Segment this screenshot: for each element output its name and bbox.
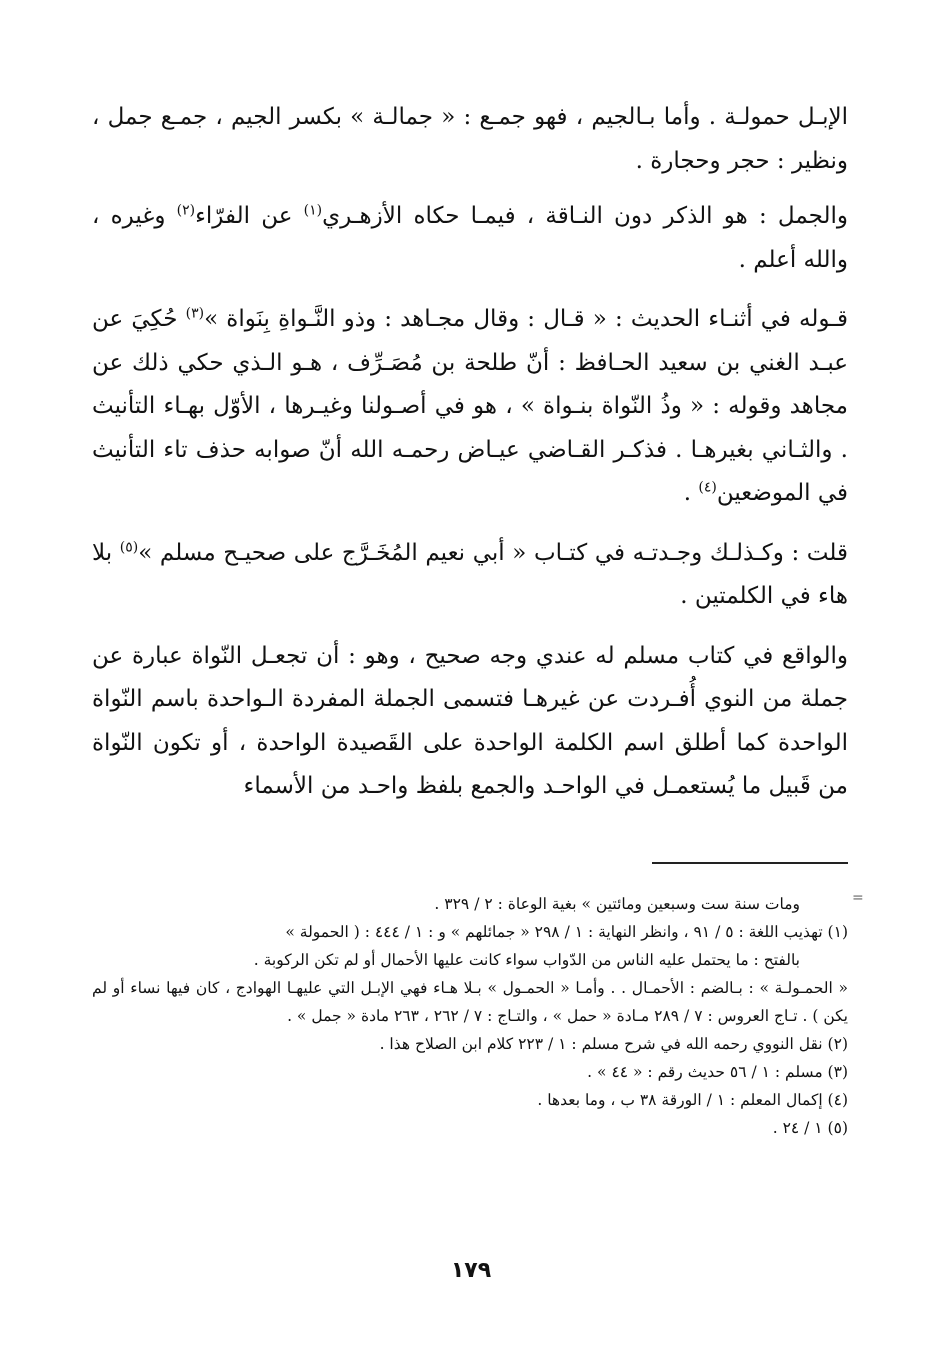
continuation-mark: =: [852, 890, 864, 906]
footnote-divider: [652, 862, 848, 864]
paragraph-4-text-a: قلت : وكـذلـك وجـدتـه في كتـاب « أبي نعيم المُخَـرَّج على صحيـح مسلم »: [138, 539, 849, 566]
paragraph-5-text: والواقع في كتاب مسلم له عندي وجه صحيح ، وهو : أن تجعـل النّواة عبارة عن جملة من النوي أُفـردت عن غيرهـا فتسمى الجملة المفردة الـواحدة باسم النّواة الواحدة كما أطلق اسم الكلمة الواحدة على القَصيدة الواحدة ، أو تكون النّواة من قَبيل ما يُستعمـل في الواحـد والجمع بلفظ واحـد من الأسماء: [92, 642, 848, 799]
footnote-ref-4: (٤): [698, 479, 717, 496]
footnote-ref-1: (١): [303, 202, 323, 219]
paragraph-3-text-c: .: [683, 480, 699, 506]
footnote-1-line-1: (١) تهذيب اللغة : ٥ / ٩١ ، وانظر النهاية : ١ / ٢٩٨ « جمائلهم » و : ١ / ٤٤٤ : ( الحمولة »: [285, 923, 848, 941]
paragraph-4-text-b: بلا هاء في الكلمتين .: [92, 539, 848, 609]
page-number: ١٧٩: [450, 1258, 492, 1283]
footnote-5: (٥) ١ / ٢٤ .: [772, 1119, 848, 1137]
paragraph-4: [92, 532, 848, 619]
paragraph-2: [92, 195, 848, 282]
paragraph-3-text-a: قـوله في أثنـاء الحديث : « قـال : وقال مجـاهد : وذو النَّـواةِ بِنَواة »: [204, 306, 848, 332]
footnote-ref-3: (٣): [185, 305, 205, 322]
paragraph-2-text-c: وغيره ، والله أعلم .: [92, 203, 848, 273]
paragraph-1-text: الإبـل حمولـة . وأما بـالجيم ، فهو جمـع : « جمالـة » بكسر الجيم ، جمـع جمل ، ونظير : حجر وحجارة .: [92, 104, 848, 174]
footnote-2: (٢) نقل النووي رحمه الله في شرح مسلم : ١ / ٢٢٣ كلام ابن الصلاح هذا .: [379, 1035, 848, 1053]
paragraph-2-text-b: عن الفرّاء: [195, 203, 304, 229]
paragraph-5: [92, 635, 848, 809]
paragraph-2-text-a: والجمل : هو الذكر دون النـاقة ، فيمـا حكاه الأزهـري: [322, 203, 848, 229]
main-text: [92, 96, 848, 825]
footnote-4: (٤) إكمال المعلم : ١ / الورقة ٣٨ ب ، وما بعدها .: [537, 1091, 848, 1109]
footnote-ref-2: (٢): [176, 202, 196, 219]
footnotes: [92, 890, 848, 1142]
footnote-continuation: ومات سنة ست وسبعين ومائتين » بغية الوعاة : ٢ / ٣٢٩ .: [434, 895, 800, 913]
paragraph-3: [92, 298, 848, 516]
footnote-ref-5: (٥): [119, 538, 139, 555]
footnote-1-line-3: « الحمـولـة » : بـالضم : الأحمـال . . وأمـا « الحمـول » بـلا هـاء فهي الإبـل التي عليهـا الهوادج ، كان فيها نساء أو لم يكن ) . تـاج العروس : ٧ / ٢٨٩ مـادة « حمل » ، والتـاج : ٧ / ٢٦٢ ، ٢٦٣ مادة « جمل » .: [92, 979, 848, 1025]
footnote-3: (٣) مسلم : ١ / ٥٦ حديث رقم : « ٤٤ » .: [587, 1063, 848, 1081]
paragraph-1: [92, 96, 848, 183]
paragraph-3-text-b: حُكِيَ عن عبـد الغني بن سعيد الحـافظ : أنّ طلحة بن مُصَـرِّف ، هـو الـذي حكي ذلك عن مجاهد وقوله : « وذُ النّواة بنـواة » ، هو في أصـولنا وغيـرها ، الأوّل بهـاء التأنيث . والثـاني بغيرهـا . فذكـر القـاضي عيـاض رحمـه الله أنّ صوابه حذف تاء التأنيث في الموضعين: [92, 306, 848, 506]
footnote-1-line-2: بالفتح : ما يحتمل عليه الناس من الدّواب سواء كانت عليها الأحمال أو لم تكن الركوبة .: [253, 951, 800, 969]
